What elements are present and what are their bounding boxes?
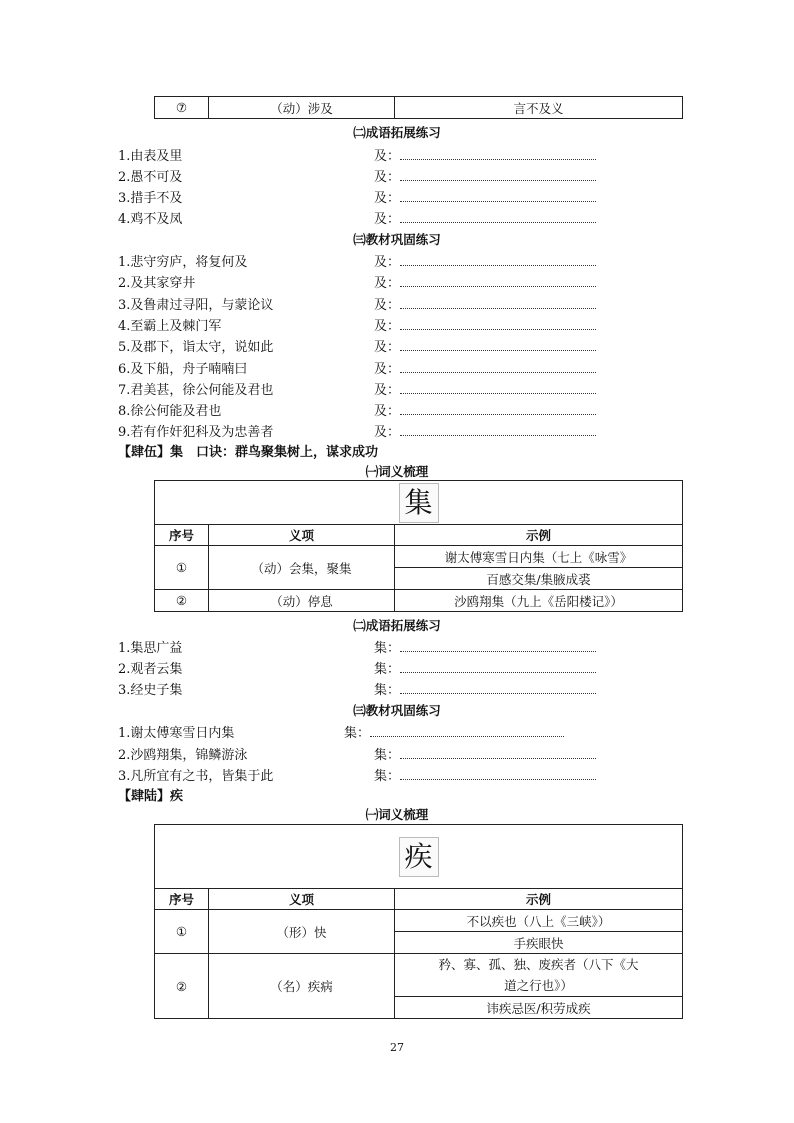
list-item: 4.至霸上及棘门军 及： [118, 315, 718, 335]
ji-meaning-table-tail [154, 96, 683, 119]
row-num: ② [155, 954, 209, 1019]
answer-blank[interactable] [400, 210, 596, 223]
section-title-ji-fast: 【肆陆】疾 [118, 789, 184, 804]
list-item: 1.悲守穷庐，将复何及 及： [118, 251, 718, 271]
answer-blank[interactable] [400, 147, 596, 160]
ji-text-heading: ㈢教材巩固练习 [353, 232, 441, 247]
row-example: 矜、寡、孤、独、废疾者（八下《大道之行也》） [395, 954, 683, 997]
col-header-example: 示例 [395, 525, 683, 546]
ji-idiom-heading: ㈡成语拓展练习 [353, 125, 441, 140]
list-item: 3.凡所宜有之书，皆集于此 集： [118, 765, 718, 785]
answer-blank[interactable] [400, 767, 596, 780]
jizi-meaning-table [154, 480, 683, 612]
row-meaning: （名）疾病 [209, 954, 395, 1019]
page-number: 27 [390, 1041, 404, 1054]
jizi-idiom-heading: ㈡成语拓展练习 [353, 618, 441, 633]
answer-blank[interactable] [400, 189, 596, 202]
character-box: 疾 [399, 837, 439, 877]
answer-blank[interactable] [400, 639, 596, 652]
list-item: 5.及郡下，诣太守，说如此 及： [118, 336, 718, 356]
answer-blank[interactable] [400, 381, 596, 394]
row-example: 手疾眼快 [395, 932, 683, 954]
row-example: 讳疾忌医/积劳成疾 [395, 997, 683, 1019]
answer-blank[interactable] [400, 168, 596, 181]
section-title-ji-gather: 【肆伍】集 口诀：群鸟聚集树上，谋求成功 [118, 445, 379, 460]
row-num: ⑦ [155, 97, 209, 119]
list-item: 9.若有作奸犯科及为忠善者 及： [118, 421, 718, 441]
list-item: 3.措手不及 及： [118, 187, 718, 207]
answer-blank[interactable] [400, 402, 596, 415]
answer-blank[interactable] [400, 423, 596, 436]
answer-blank[interactable] [400, 253, 596, 266]
row-num: ② [155, 590, 209, 612]
list-item: 4.鸡不及凤 及： [118, 208, 718, 228]
row-example: 沙鸥翔集（九上《岳阳楼记》） [395, 590, 683, 612]
row-meaning: （动）停息 [209, 590, 395, 612]
row-example: 谢太傅寒雪日内集（七上《咏雪》 [395, 546, 683, 568]
list-item: 3.及鲁肃过寻阳，与蒙论议 及： [118, 294, 718, 314]
row-num: ① [155, 546, 209, 590]
answer-blank[interactable] [400, 681, 596, 694]
row-meaning: （动）会集，聚集 [209, 546, 395, 590]
list-item: 8.徐公何能及君也 及： [118, 400, 718, 420]
answer-blank[interactable] [400, 746, 596, 759]
answer-blank[interactable] [400, 317, 596, 330]
row-example: 言不及义 [395, 97, 683, 119]
list-item: 2.愚不可及 及： [118, 166, 718, 186]
row-meaning: （动）涉及 [209, 97, 395, 119]
answer-blank[interactable] [400, 660, 596, 673]
row-meaning: （形）快 [209, 910, 395, 954]
col-header-meaning: 义项 [209, 889, 395, 910]
list-item: 3.经史子集 集： [118, 679, 718, 699]
col-header-example: 示例 [395, 889, 683, 910]
jizi2-meaning-heading: ㈠词义梳理 [365, 807, 429, 822]
jizi-text-heading: ㈢教材巩固练习 [353, 703, 441, 718]
list-item: 1.谢太傅寒雪日内集 集： [118, 722, 718, 742]
list-item: 2.及其家穿井 及： [118, 272, 718, 292]
list-item: 6.及下船，舟子喃喃曰 及： [118, 358, 718, 378]
answer-blank[interactable] [400, 296, 596, 309]
jizi-meaning-heading: ㈠词义梳理 [365, 464, 429, 479]
col-header-num: 序号 [155, 525, 209, 546]
answer-blank[interactable] [370, 724, 564, 737]
list-item: 2.沙鸥翔集，锦鳞游泳 集： [118, 744, 718, 764]
list-item: 7.君美甚，徐公何能及君也 及： [118, 379, 718, 399]
character-box: 集 [399, 483, 439, 523]
col-header-meaning: 义项 [209, 525, 395, 546]
row-num: ① [155, 910, 209, 954]
col-header-num: 序号 [155, 889, 209, 910]
row-example: 百感交集/集腋成裘 [395, 568, 683, 590]
jizi2-meaning-table [154, 824, 683, 1019]
answer-blank[interactable] [400, 360, 596, 373]
list-item: 2.观者云集 集： [118, 658, 718, 678]
list-item: 1.集思广益 集： [118, 637, 718, 657]
list-item: 1.由表及里 及： [118, 145, 718, 165]
row-example: 不以疾也（八上《三峡》） [395, 910, 683, 932]
answer-blank[interactable] [400, 338, 596, 351]
answer-blank[interactable] [400, 274, 596, 287]
